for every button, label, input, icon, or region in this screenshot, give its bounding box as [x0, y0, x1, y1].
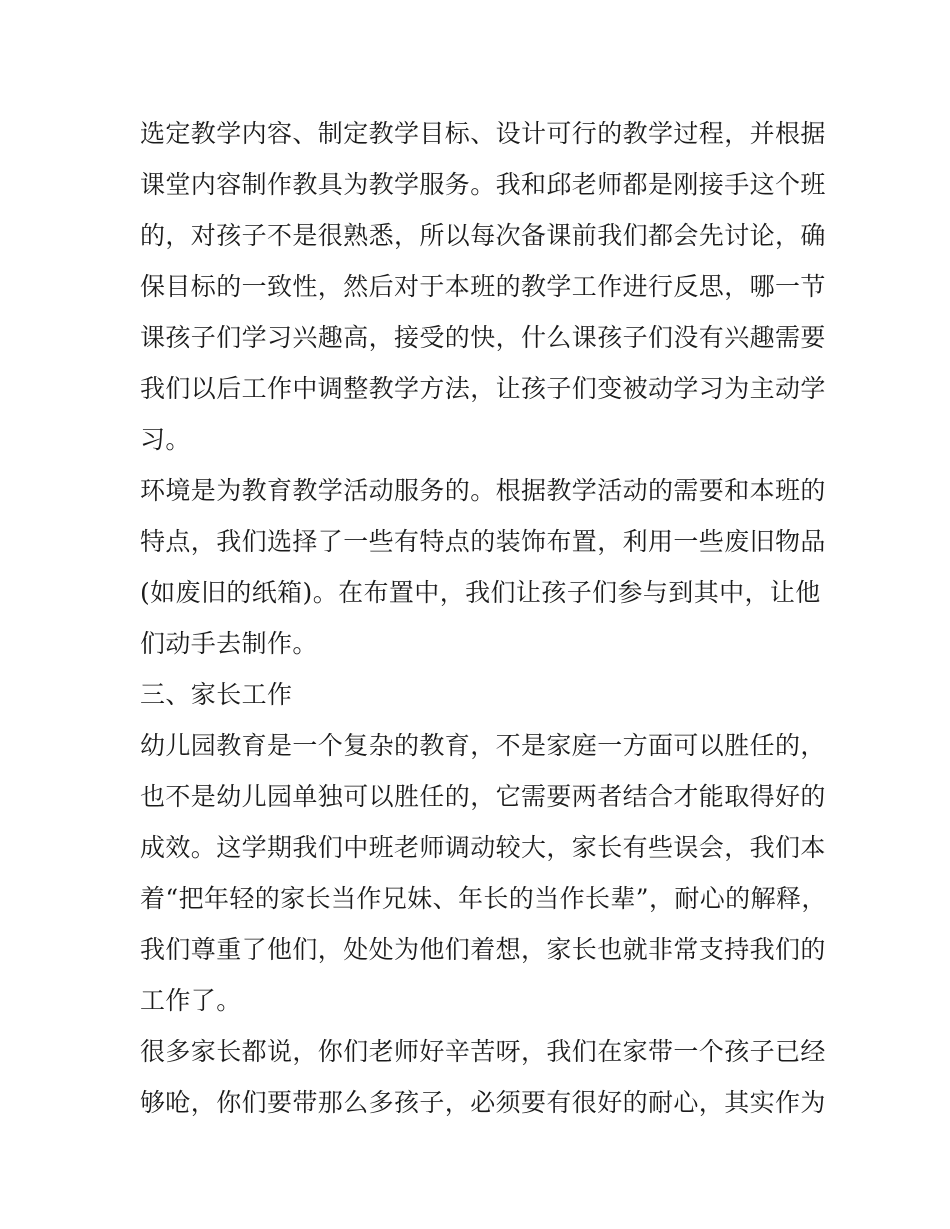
- text-line: 环境是为教育教学活动服务的。根据教学活动的需要和本班的: [140, 476, 826, 505]
- text-line: 习。: [140, 425, 191, 454]
- text-line: 着“把年轻的家长当作兄妹、年长的当作长辈”，耐心的解释，: [140, 884, 827, 913]
- text-line: 工作了。: [140, 986, 242, 1015]
- text-line: 特点，我们选择了一些有特点的装饰布置，利用一些废旧物品: [140, 527, 826, 556]
- text-line: 课堂内容制作教具为教学服务。我和邱老师都是刚接手这个班: [140, 170, 826, 199]
- text-line: 的，对孩子不是很熟悉，所以每次备课前我们都会先讨论，确: [140, 221, 826, 250]
- text-line: 幼儿园教育是一个复杂的教育，不是家庭一方面可以胜任的，: [140, 731, 826, 760]
- text-line: 很多家长都说，你们老师好辛苦呀，我们在家带一个孩子已经: [140, 1037, 826, 1066]
- text-line: 成效。这学期我们中班老师调动较大，家长有些误会，我们本: [140, 833, 826, 862]
- text-line: (如废旧的纸箱)。在布置中，我们让孩子们参与到其中，让他: [140, 578, 821, 607]
- text-line: 选定教学内容、制定教学目标、设计可行的教学过程，并根据: [140, 119, 826, 148]
- text-line: 们动手去制作。: [140, 629, 318, 658]
- text-line: 课孩子们学习兴趣高，接受的快，什么课孩子们没有兴趣需要: [140, 323, 826, 352]
- section-heading: 三、家长工作: [140, 680, 293, 709]
- text-line: 也不是幼儿园单独可以胜任的，它需要两者结合才能取得好的: [140, 782, 826, 811]
- text-line: 我们尊重了他们，处处为他们着想，家长也就非常支持我们的: [140, 935, 826, 964]
- text-line: 我们以后工作中调整教学方法，让孩子们变被动学习为主动学: [140, 374, 826, 403]
- text-line: 够呛，你们要带那么多孩子，必须要有很好的耐心，其实作为: [140, 1088, 826, 1117]
- text-line: 保目标的一致性，然后对于本班的教学工作进行反思，哪一节: [140, 272, 826, 301]
- document-body: [140, 108, 827, 1128]
